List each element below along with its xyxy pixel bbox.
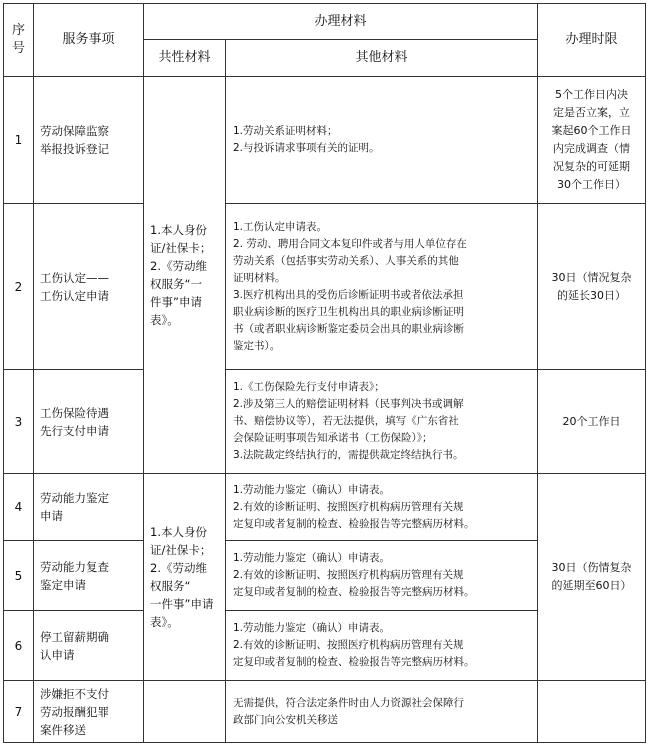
header-materials: 办理材料 bbox=[144, 4, 538, 40]
header-row-top bbox=[4, 4, 646, 40]
row-service: 劳动能力复查 鉴定申请 bbox=[34, 541, 144, 611]
row-service: 涉嫌拒不支付 劳动报酬犯罪 案件移送 bbox=[34, 681, 144, 743]
header-seq: 序 号 bbox=[4, 4, 34, 77]
row-other-materials: 1.劳动能力鉴定（确认）申请表。 2.有效的诊断证明、按照医疗机构病历管理有关规 定复印或者复制的检查、检验报告等完整病历材料。 bbox=[226, 474, 538, 541]
row-other-materials: 1.劳动关系证明材料； 2.与投诉请求事项有关的证明。 bbox=[226, 77, 538, 204]
header-common-materials: 共性材料 bbox=[144, 40, 226, 77]
row-time-limit: 30日（情况复杂 的延长30日） bbox=[538, 204, 646, 370]
row-seq: 5 bbox=[4, 541, 34, 611]
header-service: 服务事项 bbox=[34, 4, 144, 77]
row-seq: 2 bbox=[4, 204, 34, 370]
row-service: 停工留薪期确 认申请 bbox=[34, 611, 144, 681]
row-time-limit: 5个工作日内决 定是否立案，立 案起60个工作日 内完成调查（情 况复杂的可延期 30个工作日） bbox=[538, 77, 646, 204]
row-other-materials: 1.工伤认定申请表。 2. 劳动、聘用合同文本复印件或者与用人单位存在 劳动关系（包括事实劳动关系）、人事关系的其他 证明材料。 3.医疗机构出具的受伤后诊断证明书或者依法承担 职业病诊断的医疗卫生机构出具的职业病诊断证明 书（或者职业病诊断鉴定委员会出具的职业病诊断 鉴定书）。 bbox=[226, 204, 538, 370]
row-seq: 4 bbox=[4, 474, 34, 541]
common-materials-group-2: 1.本人身份 证/社保卡； 2.《劳动维 权服务“ 一件事”申请 表》。 bbox=[144, 474, 226, 681]
row-other-materials: 无需提供，符合法定条件时由人力资源社会保障行 政部门向公安机关移送 bbox=[226, 681, 538, 743]
table-row bbox=[4, 370, 646, 474]
table-row bbox=[4, 681, 646, 743]
row-other-materials: 1.劳动能力鉴定（确认）申请表。 2.有效的诊断证明、按照医疗机构病历管理有关规 定复印或者复制的检查、检验报告等完整病历材料。 bbox=[226, 541, 538, 611]
time-limit-group: 30日（伤情复杂 的延期至60日） bbox=[538, 474, 646, 681]
row-service: 工伤保险待遇 先行支付申请 bbox=[34, 370, 144, 474]
row-other-materials: 1.劳动能力鉴定（确认）申请表。 2.有效的诊断证明、按照医疗机构病历管理有关规 定复印或者复制的检查、检验报告等完整病历材料。 bbox=[226, 611, 538, 681]
row-seq: 7 bbox=[4, 681, 34, 743]
table-row bbox=[4, 204, 646, 370]
header-time-limit: 办理时限 bbox=[538, 4, 646, 77]
row-time-limit: 20个工作日 bbox=[538, 370, 646, 474]
common-materials-group-1: 1.本人身份 证/社保卡； 2.《劳动维 权服务“一 件事”申请 表》。 bbox=[144, 77, 226, 474]
row-common-materials-empty bbox=[144, 681, 226, 743]
table-row bbox=[4, 77, 646, 204]
row-service: 劳动保障监察 举报投诉登记 bbox=[34, 77, 144, 204]
row-service: 工伤认定—— 工伤认定申请 bbox=[34, 204, 144, 370]
table-row bbox=[4, 474, 646, 541]
row-seq: 3 bbox=[4, 370, 34, 474]
row-seq: 1 bbox=[4, 77, 34, 204]
row-other-materials: 1.《工伤保险先行支付申请表》； 2.涉及第三人的赔偿证明材料（民事判决书或调解 书、赔偿协议等），若无法提供，填写《广东省社 会保险证明事项告知承诺书（工伤保险）》； 3.法院裁定终结执行的，需提供裁定终结执行书。 bbox=[226, 370, 538, 474]
service-materials-table bbox=[3, 3, 646, 743]
row-time-limit-empty bbox=[538, 681, 646, 743]
row-seq: 6 bbox=[4, 611, 34, 681]
row-service: 劳动能力鉴定 申请 bbox=[34, 474, 144, 541]
header-other-materials: 其他材料 bbox=[226, 40, 538, 77]
